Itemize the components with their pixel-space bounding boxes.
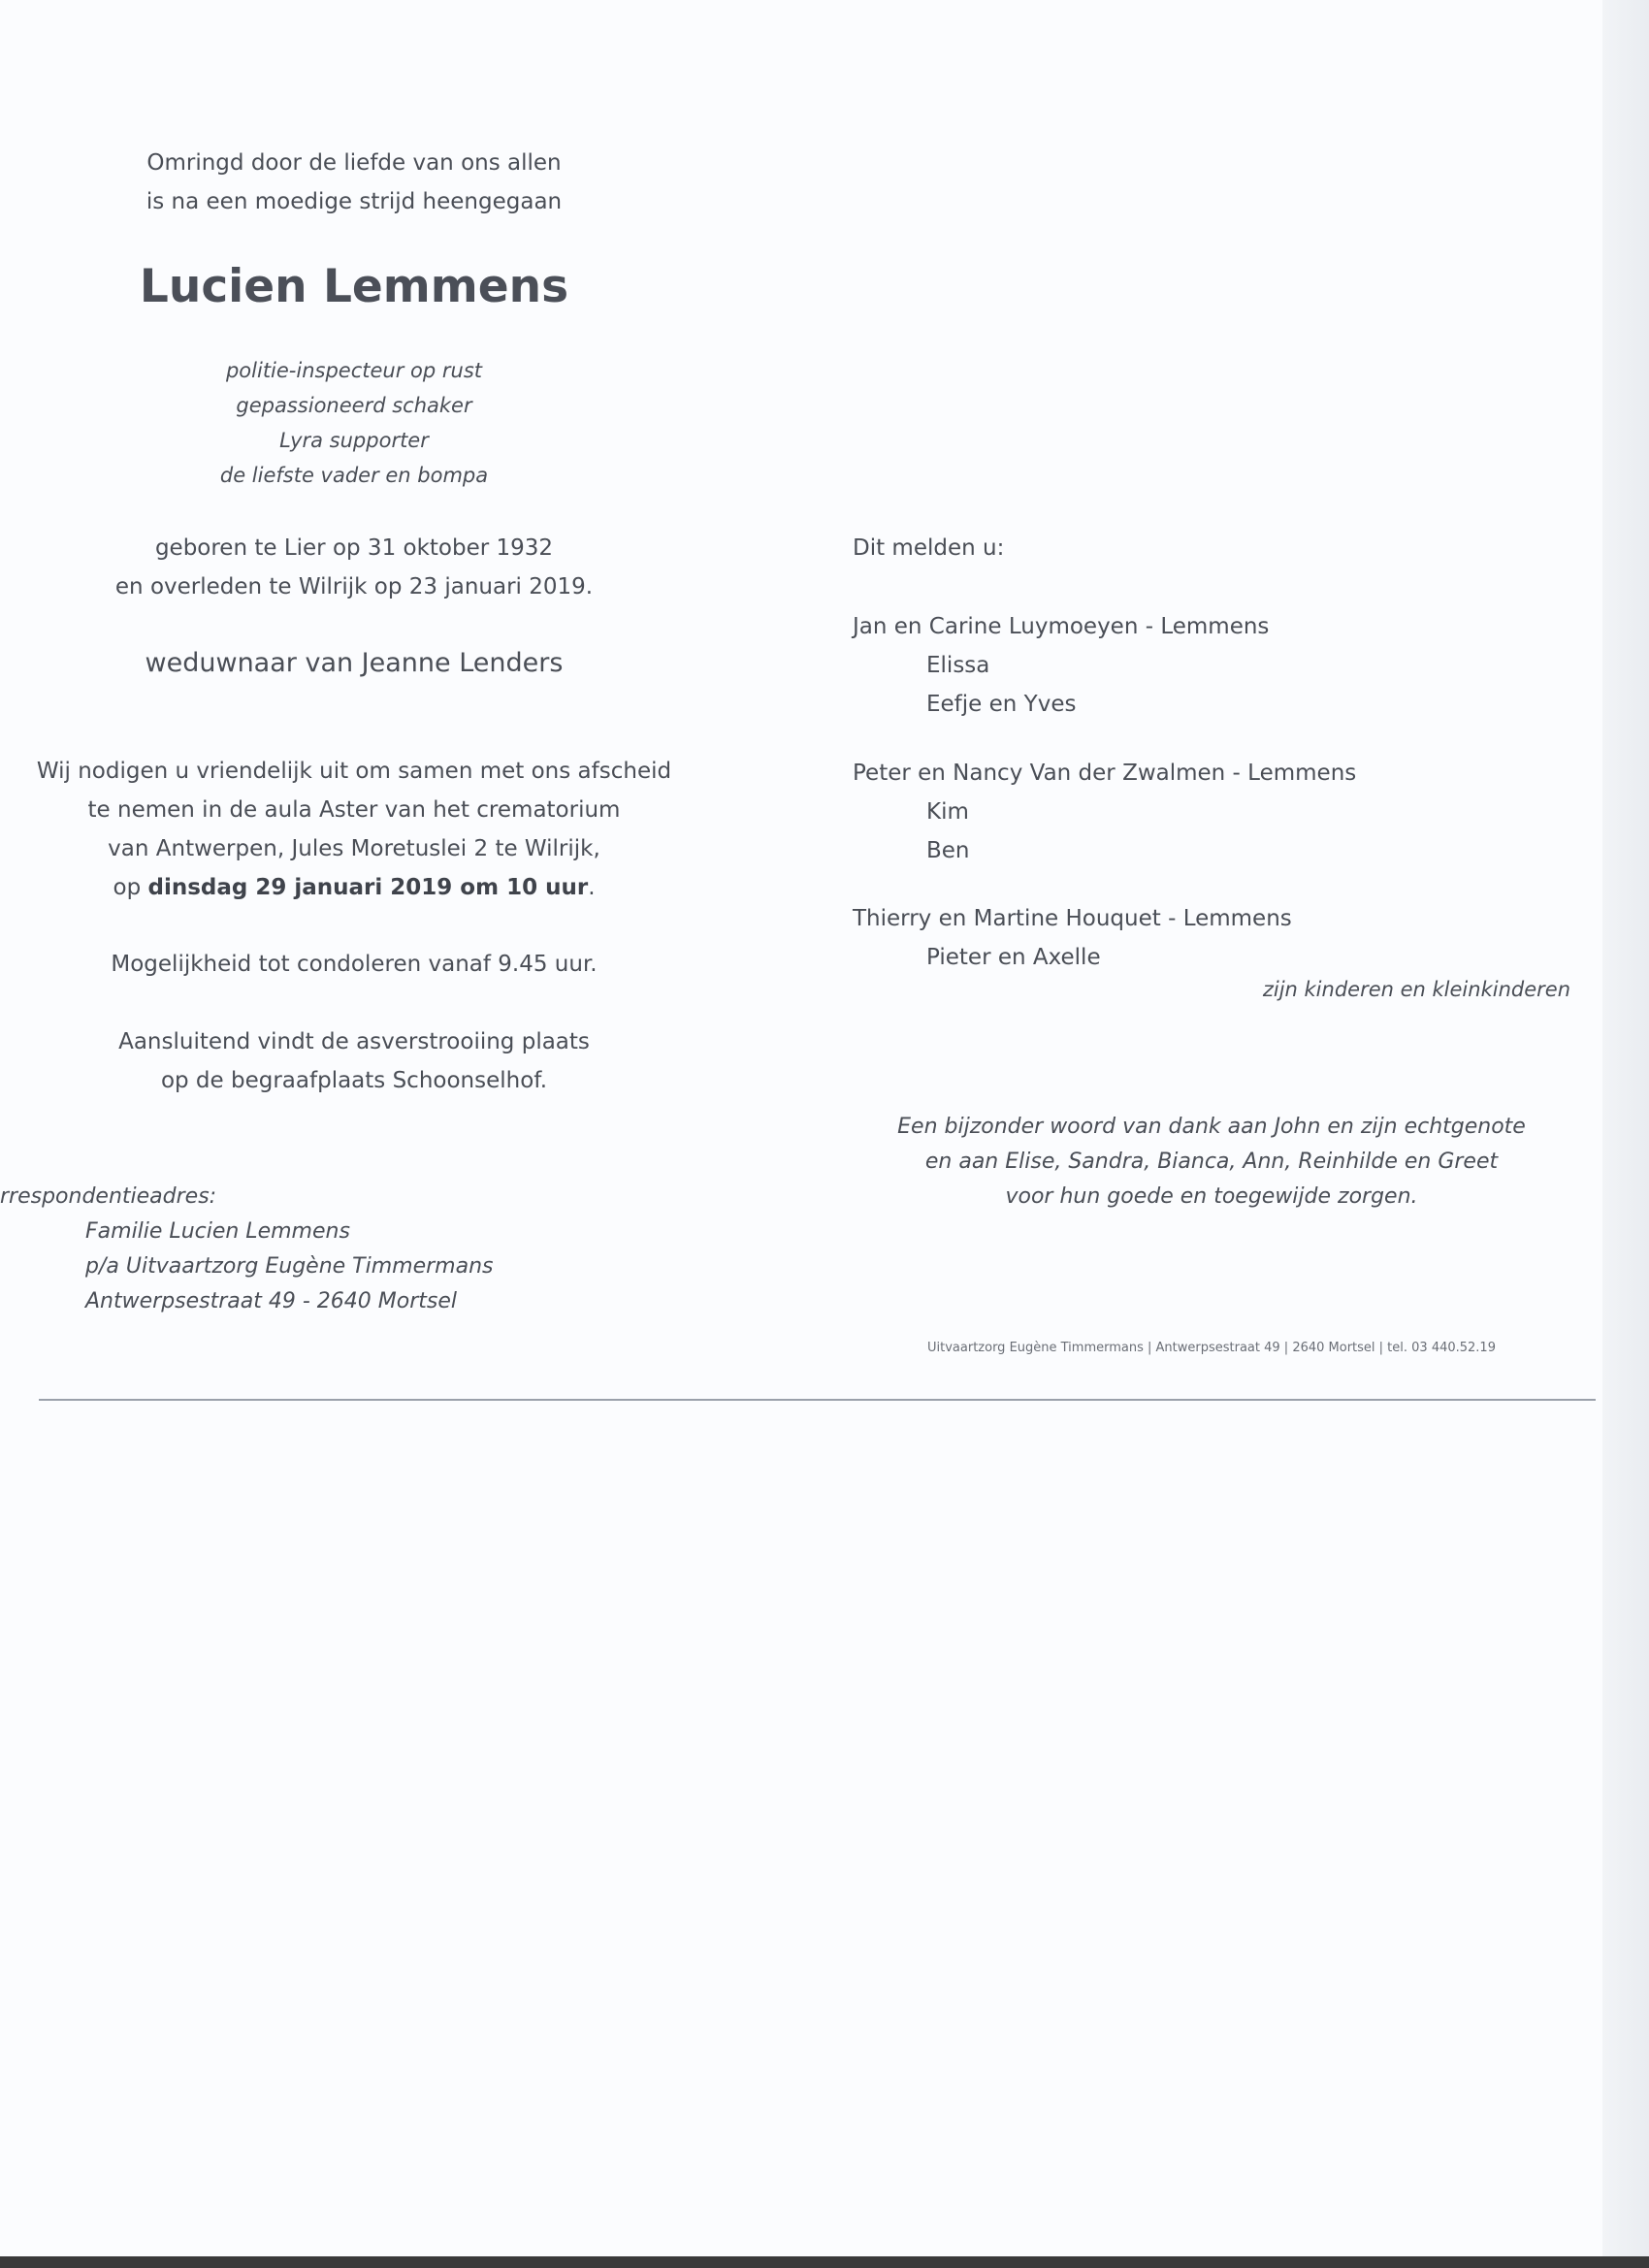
invitation-line: Wij nodigen u vriendelijk uit om samen met ons afscheid (36, 759, 672, 784)
death-line: en overleden te Wilrijk op 23 januari 2019. (114, 574, 594, 599)
invitation-line: te nemen in de aula Aster van het crematorium (87, 797, 621, 823)
scan-edge (1602, 0, 1649, 2268)
thanks-line: voor hun goede en toegewijde zorgen. (1005, 1184, 1418, 1209)
family-child: Ben (926, 838, 970, 863)
role-line: politie-inspecteur op rust (225, 359, 483, 382)
ashes-info (58, 1022, 650, 1100)
invitation-line: van Antwerpen, Jules Moretuslei 2 te Wilrijk, (108, 836, 600, 861)
ceremony-datetime-line (29, 868, 679, 907)
deceased-name: Lucien Lemmens (139, 260, 569, 313)
family-parents: Peter en Nancy Van der Zwalmen - Lemmens (853, 761, 1357, 786)
birth-line: geboren te Lier op 31 oktober 1932 (154, 535, 554, 561)
widower-line: weduwnaar van Jeanne Lenders (145, 648, 564, 678)
family-parents: Jan en Carine Luymoeyen - Lemmens (853, 614, 1270, 639)
intro-line: Omringd door de liefde van ons allen (146, 150, 562, 176)
family-parents: Thierry en Martine Houquet - Lemmens (853, 906, 1292, 931)
family-group (853, 607, 1532, 724)
announcement-heading: Dit melden u: (853, 535, 1005, 561)
fold-line-divider (39, 1399, 1596, 1401)
invitation (29, 752, 679, 907)
family-child: Kim (926, 799, 969, 825)
address-line: Antwerpsestraat 49 - 2640 Mortsel (85, 1289, 457, 1313)
thanks-line: Een bijzonder woord van dank aan John en zijn echtgenote (897, 1115, 1526, 1139)
role-line: gepassioneerd schaker (236, 394, 472, 417)
thanks-note (853, 1110, 1570, 1215)
birth-death-dates (58, 529, 650, 606)
role-line: Lyra supporter (279, 429, 429, 452)
intro-line: is na een moedige strijd heengegaan (146, 189, 563, 214)
family-child: Eefje en Yves (926, 692, 1077, 717)
address-line: Familie Lucien Lemmens (85, 1219, 350, 1244)
roles-list (58, 353, 650, 493)
ceremony-prefix: op (113, 875, 142, 900)
role-line: de liefste vader en bompa (219, 464, 489, 487)
condolence-info (58, 945, 650, 984)
correspondence-address (0, 1180, 619, 1319)
condolence-line: Mogelijkheid tot condoleren vanaf 9.45 uur. (111, 952, 598, 977)
funeral-home-footer: Uitvaartzorg Eugène Timmermans | Antwerpsestraat 49 | 2640 Mortsel | tel. 03 440.52.19 (927, 1341, 1496, 1355)
family-child: Elissa (926, 653, 990, 678)
correspondence-label: rrespondentieadres: (0, 1184, 217, 1209)
intro-text (58, 144, 650, 221)
thanks-line: en aan Elise, Sandra, Bianca, Ann, Reinhilde en Greet (924, 1150, 1499, 1174)
scan-edge-bottom (0, 2256, 1649, 2268)
family-group (853, 754, 1532, 870)
family-child: Pieter en Axelle (926, 945, 1101, 970)
family-group (853, 899, 1532, 977)
ashes-line: op de begraafplaats Schoonselhof. (160, 1068, 548, 1093)
address-line: p/a Uitvaartzorg Eugène Timmermans (85, 1254, 494, 1279)
ceremony-datetime: dinsdag 29 januari 2019 om 10 uur (147, 875, 589, 900)
ceremony-suffix: . (588, 875, 596, 900)
ashes-line: Aansluitend vindt de asverstrooiing plaats (118, 1029, 590, 1054)
kin-caption: zijn kinderen en kleinkinderen (1262, 978, 1570, 1001)
